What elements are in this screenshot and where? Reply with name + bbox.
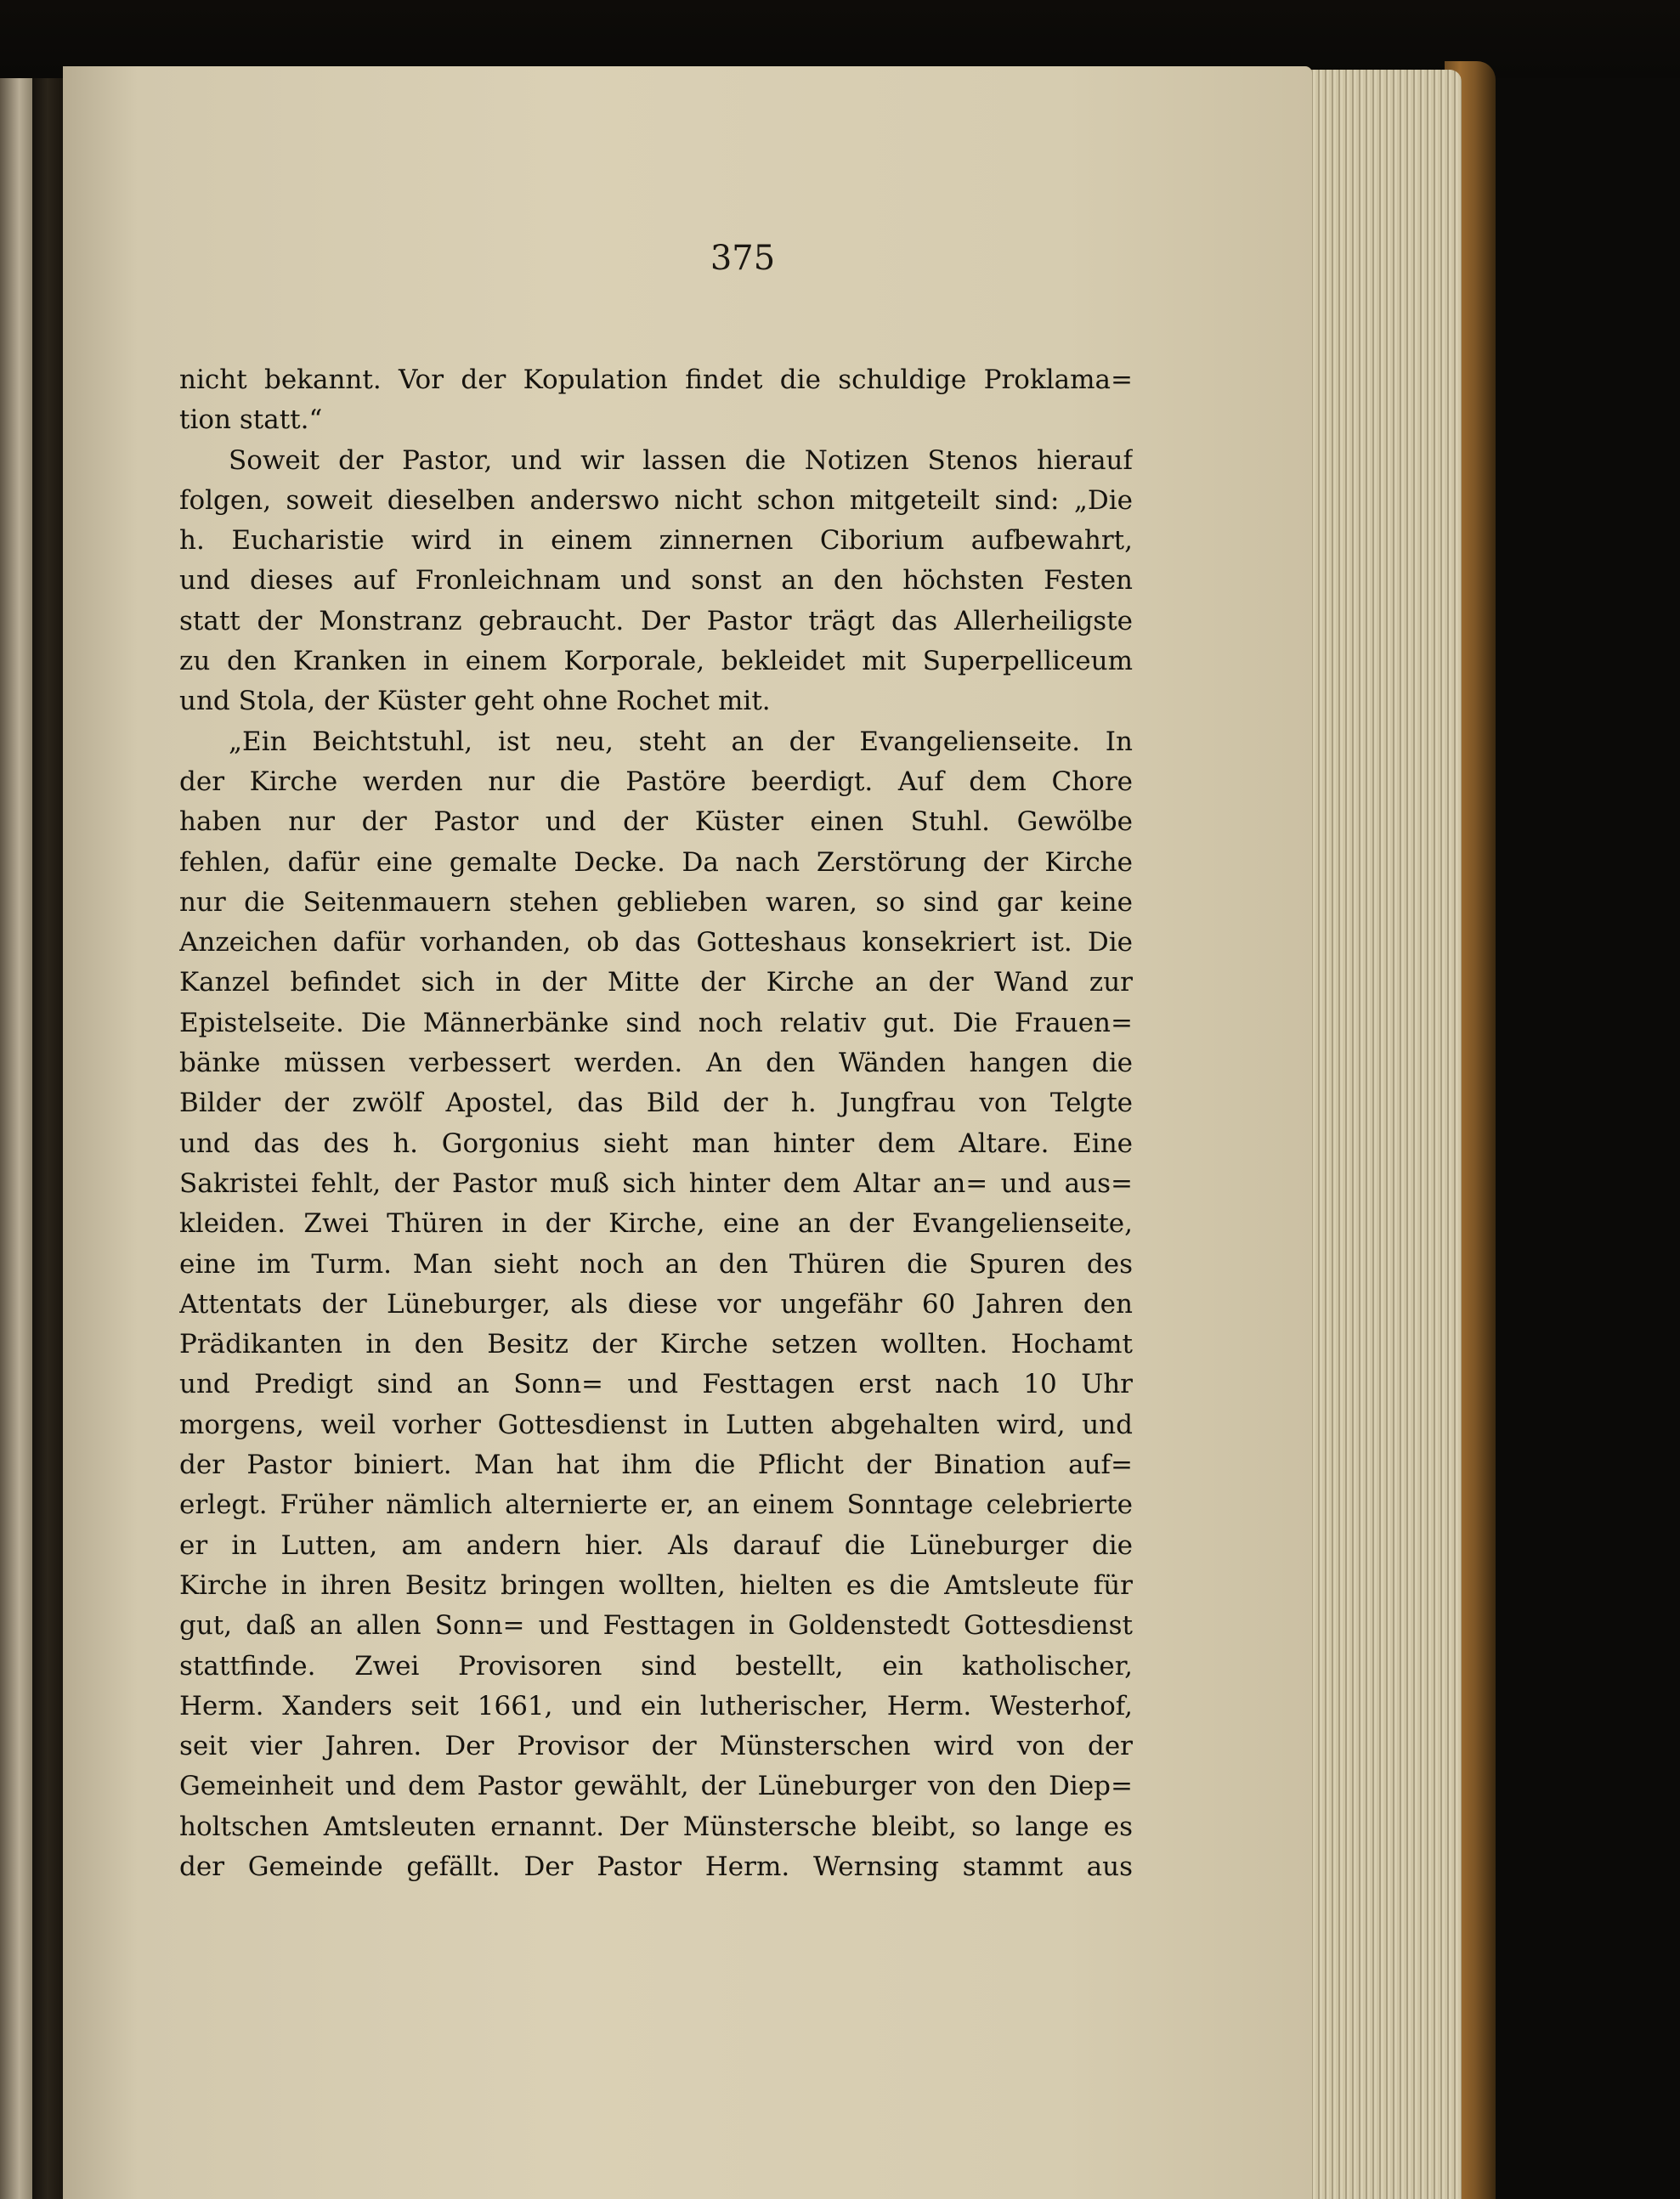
text-line: erlegt. Früher nämlich alternierte er, an einem Sonntage celebrierte xyxy=(179,1490,1133,1521)
text-line: statt der Monstranz gebraucht. Der Pastor trägt das Allerheiligste xyxy=(179,605,1133,636)
text-line: und das des h. Gorgonius sieht man hinter dem Altare. Eine xyxy=(179,1128,1133,1159)
body-text xyxy=(179,360,1133,1887)
text-line: kleiden. Zwei Thüren in der Kirche, eine an der Evangelienseite, xyxy=(179,1208,1133,1240)
page-stack-edge xyxy=(1309,70,1462,2199)
text-line: Anzeichen dafür vorhanden, ob das Gotteshaus konsekriert ist. Die xyxy=(179,927,1133,958)
text-line: haben nur der Pastor und der Küster einen Stuhl. Gewölbe xyxy=(179,806,1133,838)
text-line: Gemeinheit und dem Pastor gewählt, der Lüneburger von den Diep= xyxy=(179,1771,1133,1802)
text-line: Bilder der zwölf Apostel, das Bild der h. Jungfrau von Telgte xyxy=(179,1088,1133,1119)
text-line: eine im Turm. Man sieht noch an den Thüren die Spuren des xyxy=(179,1248,1133,1280)
text-line: und Stola, der Küster geht ohne Rochet mit. xyxy=(179,686,771,717)
text-line: nicht bekannt. Vor der Kopulation findet die schuldige Proklama= xyxy=(179,365,1133,395)
text-line: morgens, weil vorher Gottesdienst in Lutten abgehalten wird, und xyxy=(179,1409,1133,1440)
text-line: der Gemeinde gefällt. Der Pastor Herm. Wernsing stammt aus xyxy=(179,1851,1133,1882)
text-line: seit vier Jahren. Der Provisor der Münsterschen wird von der xyxy=(179,1731,1133,1762)
facing-page-edge xyxy=(0,78,32,2199)
book-gutter xyxy=(32,78,63,2199)
text-line: stattfinde. Zwei Provisoren sind bestellt, ein katholischer, xyxy=(179,1650,1133,1682)
text-line: gut, daß an allen Sonn= und Festtagen in Goldenstedt Gottesdienst xyxy=(179,1610,1133,1642)
text-line: „Ein Beichtstuhl, ist neu, steht an der Evangelienseite. In xyxy=(229,726,1133,757)
text-line: und Predigt sind an Sonn= und Festtagen erst nach 10 Uhr xyxy=(179,1369,1133,1400)
text-line: er in Lutten, am andern hier. Als darauf die Lüneburger die xyxy=(179,1529,1133,1561)
page-number: 375 xyxy=(710,239,776,278)
text-line: Epistelseite. Die Männerbänke sind noch relativ gut. Die Frauen= xyxy=(179,1007,1133,1038)
text-line: nur die Seitenmauern stehen geblieben waren, so sind gar keine xyxy=(179,886,1133,918)
text-line: der Kirche werden nur die Pastöre beerdigt. Auf dem Chore xyxy=(179,766,1133,797)
text-line: folgen, soweit dieselben anderswo nicht schon mitgeteilt sind: „Die xyxy=(179,484,1133,516)
book-page xyxy=(63,66,1312,2199)
text-line: zu den Kranken in einem Korporale, bekleidet mit Superpelliceum xyxy=(179,646,1133,677)
text-line: tion statt.“ xyxy=(179,404,323,436)
text-line: h. Eucharistie wird in einem zinnernen Ciborium aufbewahrt, xyxy=(179,525,1133,557)
text-line: Attentats der Lüneburger, als diese vor ungefähr 60 Jahren den xyxy=(179,1288,1133,1320)
text-line: Prädikanten in den Besitz der Kirche setzen wollten. Hochamt xyxy=(179,1329,1133,1360)
text-line: holtschen Amtsleuten ernannt. Der Münstersche bleibt, so lange es xyxy=(179,1811,1133,1842)
text-line: bänke müssen verbessert werden. An den Wänden hangen die xyxy=(179,1048,1133,1079)
text-line: Sakristei fehlt, der Pastor muß sich hinter dem Altar an= und aus= xyxy=(179,1167,1133,1199)
text-line: fehlen, dafür eine gemalte Decke. Da nach Zerstörung der Kirche xyxy=(179,846,1133,878)
text-line: Herm. Xanders seit 1661, und ein lutherischer, Herm. Westerhof, xyxy=(179,1690,1133,1721)
text-line: Kirche in ihren Besitz bringen wollten, hielten es die Amtsleute für xyxy=(179,1569,1133,1601)
text-line: Soweit der Pastor, und wir lassen die Notizen Stenos hierauf xyxy=(229,444,1133,476)
text-line: der Pastor biniert. Man hat ihm die Pflicht der Bination auf= xyxy=(179,1450,1133,1481)
text-line: Kanzel befindet sich in der Mitte der Kirche an der Wand zur xyxy=(179,967,1133,998)
text-line: und dieses auf Fronleichnam und sonst an den höchsten Festen xyxy=(179,565,1133,596)
